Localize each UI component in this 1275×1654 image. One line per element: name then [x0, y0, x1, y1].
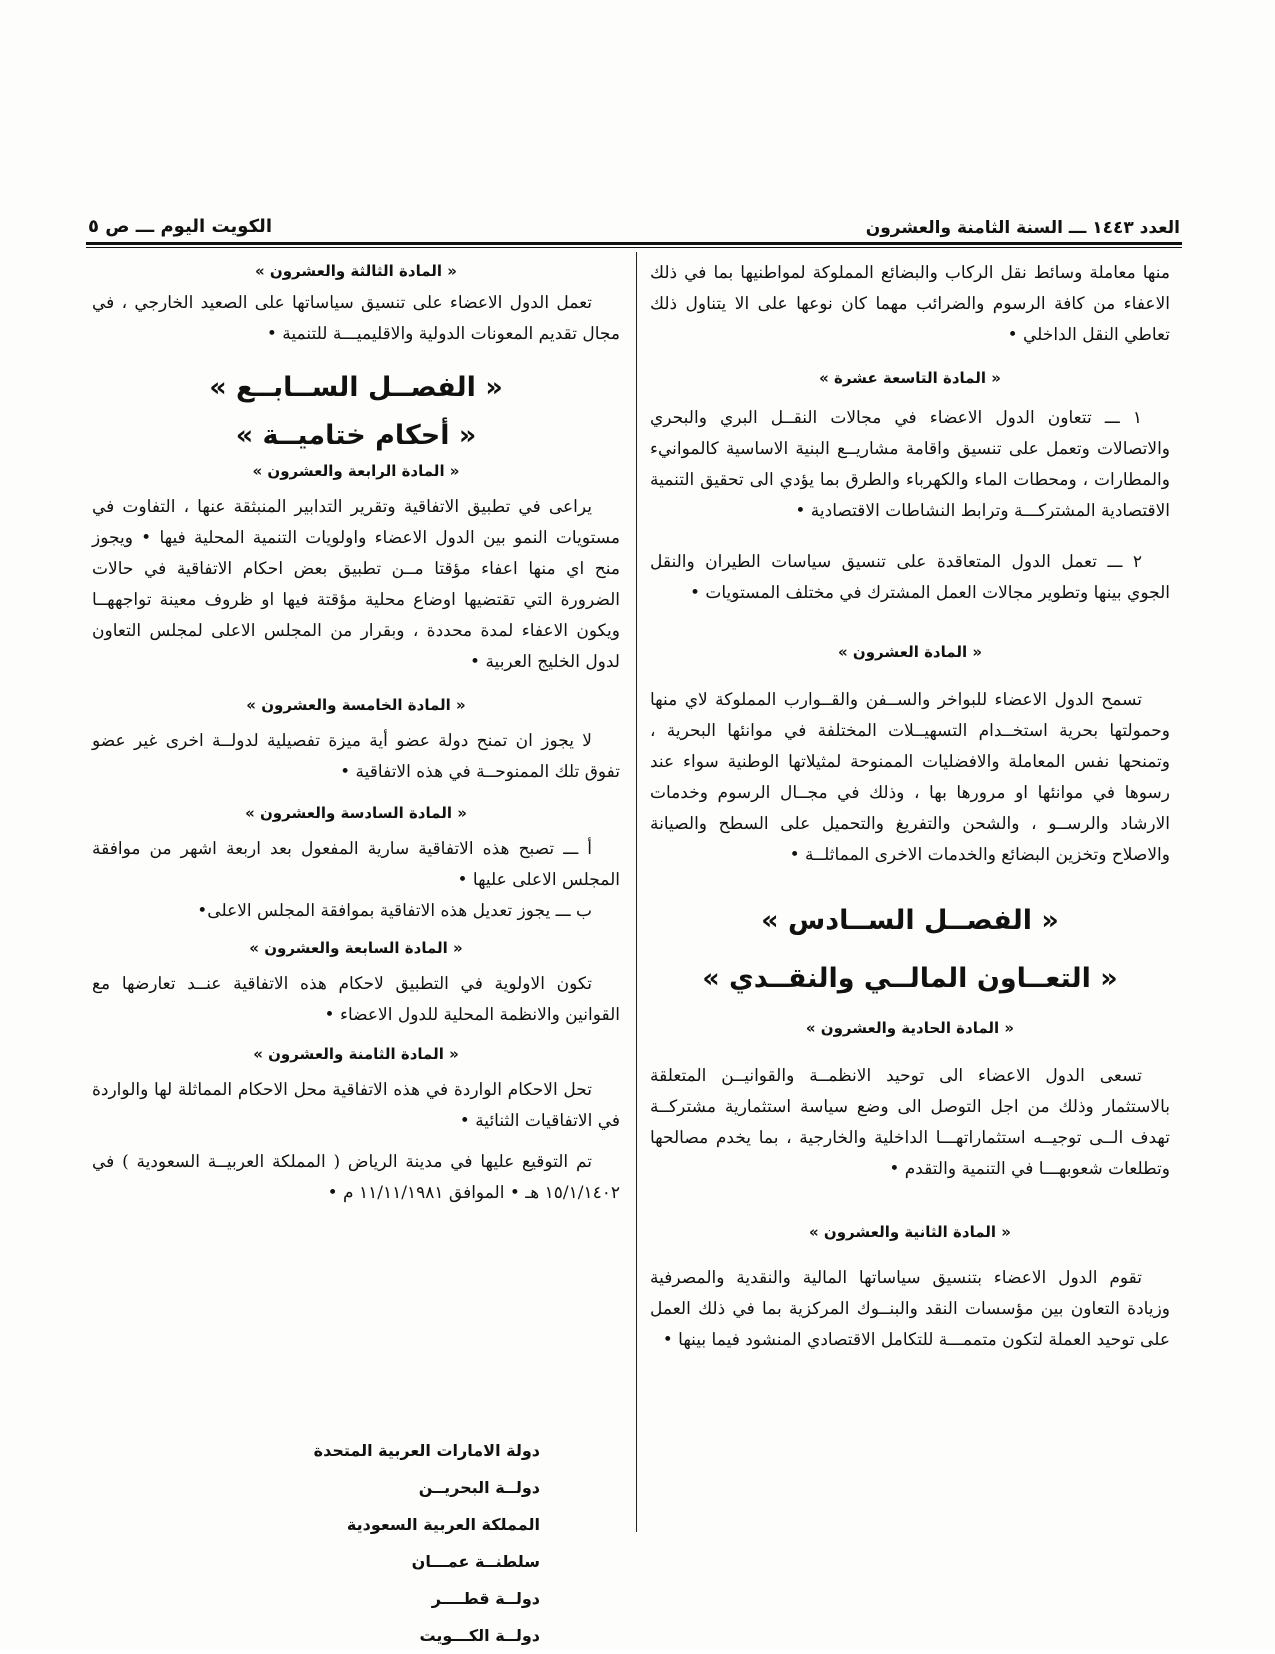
signatory-oman: سلطنــة عمـــان: [411, 1552, 540, 1571]
article-24-heading: « المادة الرابعة والعشرون »: [252, 462, 460, 480]
signatory-kuwait: دولــة الكـــويت: [419, 1626, 540, 1645]
signatory-bahrain: دولــة البحريــن: [418, 1478, 540, 1497]
right-column: [650, 258, 1170, 1356]
article-26-para-b: ب ـــ يجوز تعديل هذه الاتفاقية بموافقة المجلس الاعلى•: [197, 901, 592, 921]
intro-paragraph: منها معاملة وسائط نقل الركاب والبضائع المملوكة لمواطنيها بما في ذلك الاعفاء من كافة الرسوم والضرائب مهما كان نوعها على الا يتناول ذلك تعاطي النقل الداخلي •: [650, 263, 1170, 345]
article-27-para: تكون الاولوية في التطبيق لاحكام هذه الاتفاقية عنــد تعارضها مع القوانين والانظمة المحلية للدول الاعضاء •: [92, 974, 620, 1025]
article-19-heading: « المادة التاسعة عشرة »: [819, 369, 1001, 387]
article-20-heading: « المادة العشرون »: [837, 643, 983, 661]
article-23-heading: « المادة الثالثة والعشرون »: [255, 262, 457, 280]
signatory-qatar: دولــة قطــــر: [431, 1589, 540, 1608]
article-26-para-a: أ ـــ تصبح هذه الاتفاقية سارية المفعول بعد اربعة اشهر من موافقة المجلس الاعلى عليها •: [92, 839, 620, 890]
running-header: [88, 212, 1180, 242]
column-divider: [636, 252, 637, 1532]
issue-label: العدد ١٤٤٣ ـــ السنة الثامنة والعشرون: [865, 218, 1180, 238]
chapter-6-title: « الفصــل الســادس »: [761, 905, 1059, 936]
article-23-para: تعمل الدول الاعضاء على تنسيق سياساتها على الصعيد الخارجي ، في مجال تقديم المعونات الدولية والاقليميـــة للتنمية •: [92, 293, 620, 344]
article-26-heading: « المادة السادسة والعشرون »: [245, 804, 467, 822]
chapter-7-title: « الفصــل الســابــع »: [209, 372, 503, 403]
article-24-para: يراعى في تطبيق الاتفاقية وتقرير التدابير المنبثقة عنها ، التفاوت في مستويات النمو بين الدول الاعضاء واولويات التنمية المحلية فيها • ويجوز منح اي منها اعفاء مؤقتا مــن تطبيق بعض احكام الاتفاقية في حالات الضرورة التي تقتضيها اوضاع محلية مؤقتة فيها او ظروف معينة تواجههــا ويكون الاعفاء لمدة محددة ، وبقرار من المجلس الاعلى لمجلس التعاون لدول الخليج العربية •: [92, 497, 620, 672]
header-rule-thin: [86, 247, 1182, 248]
signing-statement: تم التوقيع عليها في مدينة الرياض ( المملكة العربيــة السعودية ) في ١٥/١/١٤٠٢ هـ • الموافق ١١/١١/١٩٨١ م •: [92, 1152, 620, 1203]
header-rule: [86, 242, 1182, 245]
chapter-6-subtitle: « التعــاون المالــي والنقــدي »: [702, 963, 1118, 994]
signatory-saudi-arabia: المملكة العربية السعودية: [346, 1515, 540, 1534]
chapter-7-subtitle: « أحكام ختاميــة »: [235, 420, 477, 451]
article-22-heading: « المادة الثانية والعشرون »: [809, 1223, 1011, 1241]
article-21-heading: « المادة الحادية والعشرون »: [805, 1019, 1015, 1037]
article-20-para: تسمح الدول الاعضاء للبواخر والســفن والقــوارب المملوكة لاي منها وحمولتها بحرية استخــدام التسهيــلات المختلفة في موانئها البحرية ، وتمنحها نفس المعاملة والافضليات الممنوحة لمثيلاتها الوطنية سواء عند رسوها في موانئها او مرورها بها ، وذلك في مجــال الرسوم وخدمات الارشاد والرســو ، والشحن والتفريغ والتحميل على السطح والصيانة والاصلاح وتخزين البضائع والخدمات الاخرى المماثلــة •: [650, 690, 1170, 865]
article-21-para: تسعى الدول الاعضاء الى توحيد الانظمــة والقوانيــن المتعلقة بالاستثمار وذلك من اجل التوصل الى وضع سياسة استثمارية مشتركــة تهدف الــى توجيــه استثماراتهـــا الداخلية والخارجية ، بما يخدم مصالحها وتطلعات شعوبهـــا في التنمية والتقدم •: [650, 1066, 1170, 1179]
left-column: [92, 258, 620, 1209]
article-27-heading: « المادة السابعة والعشرون »: [249, 939, 463, 957]
article-19-para-2: ٢ ـــ تعمل الدول المتعاقدة على تنسيق سياسات الطيران والنقل الجوي بينها وتطوير مجالات العمل المشترك في مختلف المستويات •: [650, 552, 1170, 603]
signatories-list: [240, 1432, 540, 1654]
signatory-uae: دولة الامارات العربية المتحدة: [313, 1441, 540, 1460]
article-22-para: تقوم الدول الاعضاء بتنسيق سياساتها المالية والنقدية والمصرفية وزيادة التعاون بين مؤسسات النقد والبنــوك المركزية بما في ذلك العمل على توحيد العملة لتكون متممـــة للتكامل الاقتصادي المنشود فيما بينها •: [650, 1268, 1170, 1350]
article-28-para: تحل الاحكام الواردة في هذه الاتفاقية محل الاحكام المماثلة لها والواردة في الاتفاقيات الثنائية •: [92, 1080, 620, 1131]
article-28-heading: « المادة الثامنة والعشرون »: [253, 1045, 459, 1063]
publication-label: الكويت اليوم ـــ ص ٥: [88, 216, 272, 237]
article-25-para: لا يجوز ان تمنح دولة عضو أية ميزة تفصيلية لدولــة اخرى غير عضو تفوق تلك الممنوحــة في هذه الاتفاقية •: [92, 731, 620, 782]
article-25-heading: « المادة الخامسة والعشرون »: [246, 696, 466, 714]
article-19-para-1: ١ ـــ تتعاون الدول الاعضاء في مجالات النقــل البري والبحري والاتصالات وتعمل على تنسيق واقامة مشاريــع البنية الاساسية كالموانيء والمطارات ، ومحطات الماء والكهرباء والطرق بما يؤدي الى تحقيق التنمية الاقتصادية المشتركـــة وترابط النشاطات الاقتصادية •: [650, 408, 1170, 521]
